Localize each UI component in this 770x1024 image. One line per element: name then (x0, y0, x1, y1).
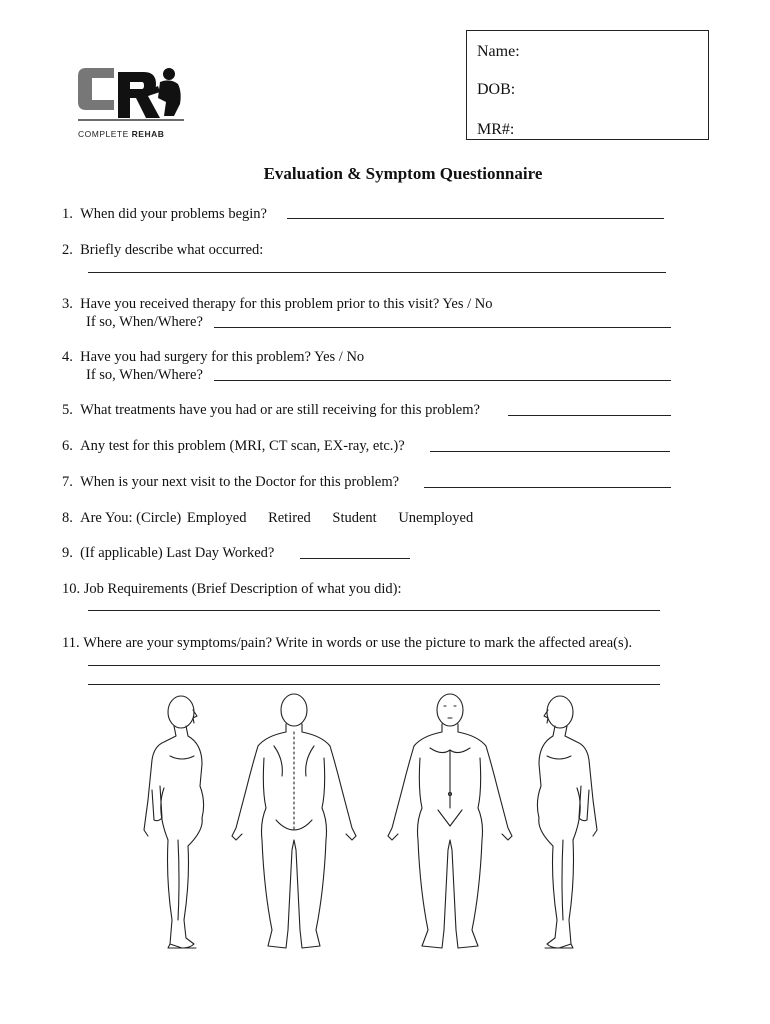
dob-label: DOB: (477, 81, 516, 98)
answer-line-11a[interactable] (88, 665, 660, 666)
answer-line-5[interactable] (508, 415, 671, 416)
page-title: Evaluation & Symptom Questionnaire (263, 164, 543, 183)
question-6: 6. Any test for this problem (MRI, CT scan, EX-ray, etc.)? (62, 438, 405, 454)
option-retired[interactable]: Retired (268, 510, 311, 526)
question-8: 8. Are You: (Circle) Employed Retired Student Unemployed (62, 510, 474, 526)
option-unemployed[interactable]: Unemployed (398, 510, 474, 526)
question-4-followup: If so, When/Where? (86, 367, 203, 383)
option-employed[interactable]: Employed (186, 510, 247, 526)
mr-number-label: MR#: (477, 121, 515, 138)
answer-line-4[interactable] (214, 380, 671, 381)
answer-line-7[interactable] (424, 487, 671, 488)
answer-line-9[interactable] (300, 558, 410, 559)
body-right-side-view[interactable] (537, 696, 597, 948)
question-9: 9. (If applicable) Last Day Worked? (62, 545, 275, 561)
answer-line-2[interactable] (88, 272, 666, 273)
question-3-followup: If so, When/Where? (86, 314, 203, 330)
body-back-view[interactable] (232, 694, 356, 948)
question-5: 5. What treatments have you had or are still receiving for this problem? (62, 402, 480, 418)
question-3: 3. Have you received therapy for this problem prior to this visit? Yes / No (62, 296, 493, 312)
body-left-side-view[interactable] (144, 696, 204, 948)
question-11: 11. Where are your symptoms/pain? Write in words or use the picture to mark the affected area(s). (62, 635, 633, 651)
logo-wordmark: COMPLETE REHAB (78, 129, 165, 139)
answer-line-10[interactable] (88, 610, 660, 611)
patient-info-box (466, 30, 709, 140)
question-2: 2. Briefly describe what occurred: (62, 242, 264, 258)
option-student[interactable]: Student (332, 510, 377, 526)
body-diagram-icon[interactable] (86, 690, 646, 960)
question-4: 4. Have you had surgery for this problem? Yes / No (62, 349, 365, 365)
body-front-view[interactable] (388, 694, 512, 948)
question-1: 1. When did your problems begin? (62, 206, 267, 222)
question-7: 7. When is your next visit to the Doctor for this problem? (62, 474, 400, 490)
question-10: 10. Job Requirements (Brief Description of what you did): (62, 581, 402, 597)
name-label: Name: (477, 43, 520, 60)
answer-line-11b[interactable] (88, 684, 660, 685)
answer-line-3[interactable] (214, 327, 671, 328)
answer-line-6[interactable] (430, 451, 670, 452)
answer-line-1[interactable] (287, 218, 664, 219)
